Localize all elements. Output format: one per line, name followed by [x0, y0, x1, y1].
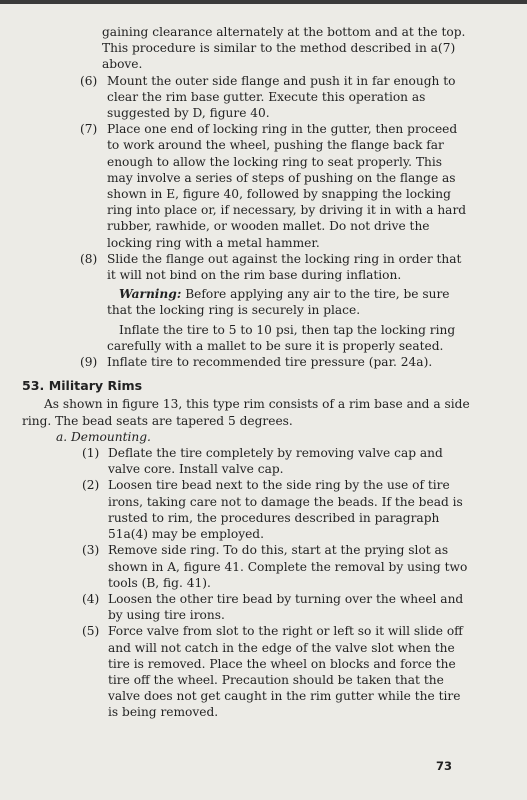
warning-text: Before applying any air to the tire, be sure that the locking ring is securely in place. — [107, 287, 450, 318]
warning-note — [22, 286, 470, 318]
step-text: Inflate tire to recommended tire pressure (par. 24a). — [107, 355, 433, 370]
step-6 — [22, 73, 470, 122]
step-7 — [22, 121, 470, 251]
step-number: (3) — [82, 543, 100, 558]
page-number: 73 — [436, 759, 453, 773]
step-text: Place one end of locking ring in the gutter, then proceed to work around the wheel, pushing the flange back far enough to allow the locking ring to seat properly. This may involve a series of steps of pushing on the flange as shown in E, figure 40, followed by snapping the locking ring into place or, if necessary, by driving it in with a hard rubber, rawhide, or wooden mallet. Do not drive the locking ring with a metal hammer. — [107, 122, 467, 250]
step-text: Loosen the other tire bead by turning over the wheel and by using tire irons. — [108, 591, 464, 623]
page-text — [22, 24, 470, 721]
page-top-edge — [0, 0, 527, 4]
step-text: Remove side ring. To do this, start at the prying slot as shown in A, figure 41. Complete the removal by using two tools (B, fig. 41). — [108, 543, 468, 590]
step-number: (9) — [80, 355, 98, 370]
step-number: (6) — [80, 73, 98, 88]
demount-step-2 — [22, 477, 470, 542]
section-intro: As shown in figure 13, this type rim consists of a rim base and a side ring. The bead seats are tapered 5 degrees. — [22, 397, 470, 428]
demount-step-5 — [22, 623, 470, 720]
section-heading: 53. Military Rims — [22, 378, 143, 394]
demount-step-3 — [22, 542, 470, 591]
step-text: Force valve from slot to the right or left so it will slide off and will not catch in the edge of the valve slot when the tire is removed. Place the wheel on blocks and force the tire off the wheel. Precaution should be taken that the valve does not get caught in the rim gutter while the tire is being removed. — [108, 624, 463, 720]
step-8 — [22, 251, 470, 283]
step-text: Loosen tire bead next to the side ring by the use of tire irons, taking care not to damage the beads. If the bead is rusted to rim, the procedures described in paragraph 51a(4) may be employed. — [108, 478, 463, 542]
step-text: Deflate the tire completely by removing valve cap and valve core. Install valve cap. — [108, 446, 443, 477]
step-number: (4) — [82, 591, 100, 606]
step-number: (5) — [82, 624, 100, 639]
demount-step-4 — [22, 591, 470, 623]
step-text: Mount the outer side flange and push it in far enough to clear the rim base gutter. Execute this operation as suggested by D, figure 40. — [107, 73, 456, 121]
step-number: (7) — [80, 122, 98, 137]
step-number: (2) — [82, 478, 100, 493]
inflate-note: Inflate the tire to 5 to 10 psi, then tap the locking ring carefully with a mallet to be sure it is properly seated. — [107, 322, 456, 353]
warning-label: Warning: — [119, 287, 182, 302]
step-number: (8) — [80, 251, 98, 266]
step-number: (1) — [82, 446, 100, 461]
continuation-text: gaining clearance alternately at the bottom and at the top. This procedure is similar to the method described in a(7) above. — [102, 25, 466, 72]
subheading-demounting: a. Demounting. — [56, 429, 151, 444]
step-9 — [22, 354, 470, 370]
step-text: Slide the flange out against the locking ring in order that it will not bind on the rim base during inflation. — [107, 251, 462, 283]
demount-step-1 — [22, 445, 470, 477]
